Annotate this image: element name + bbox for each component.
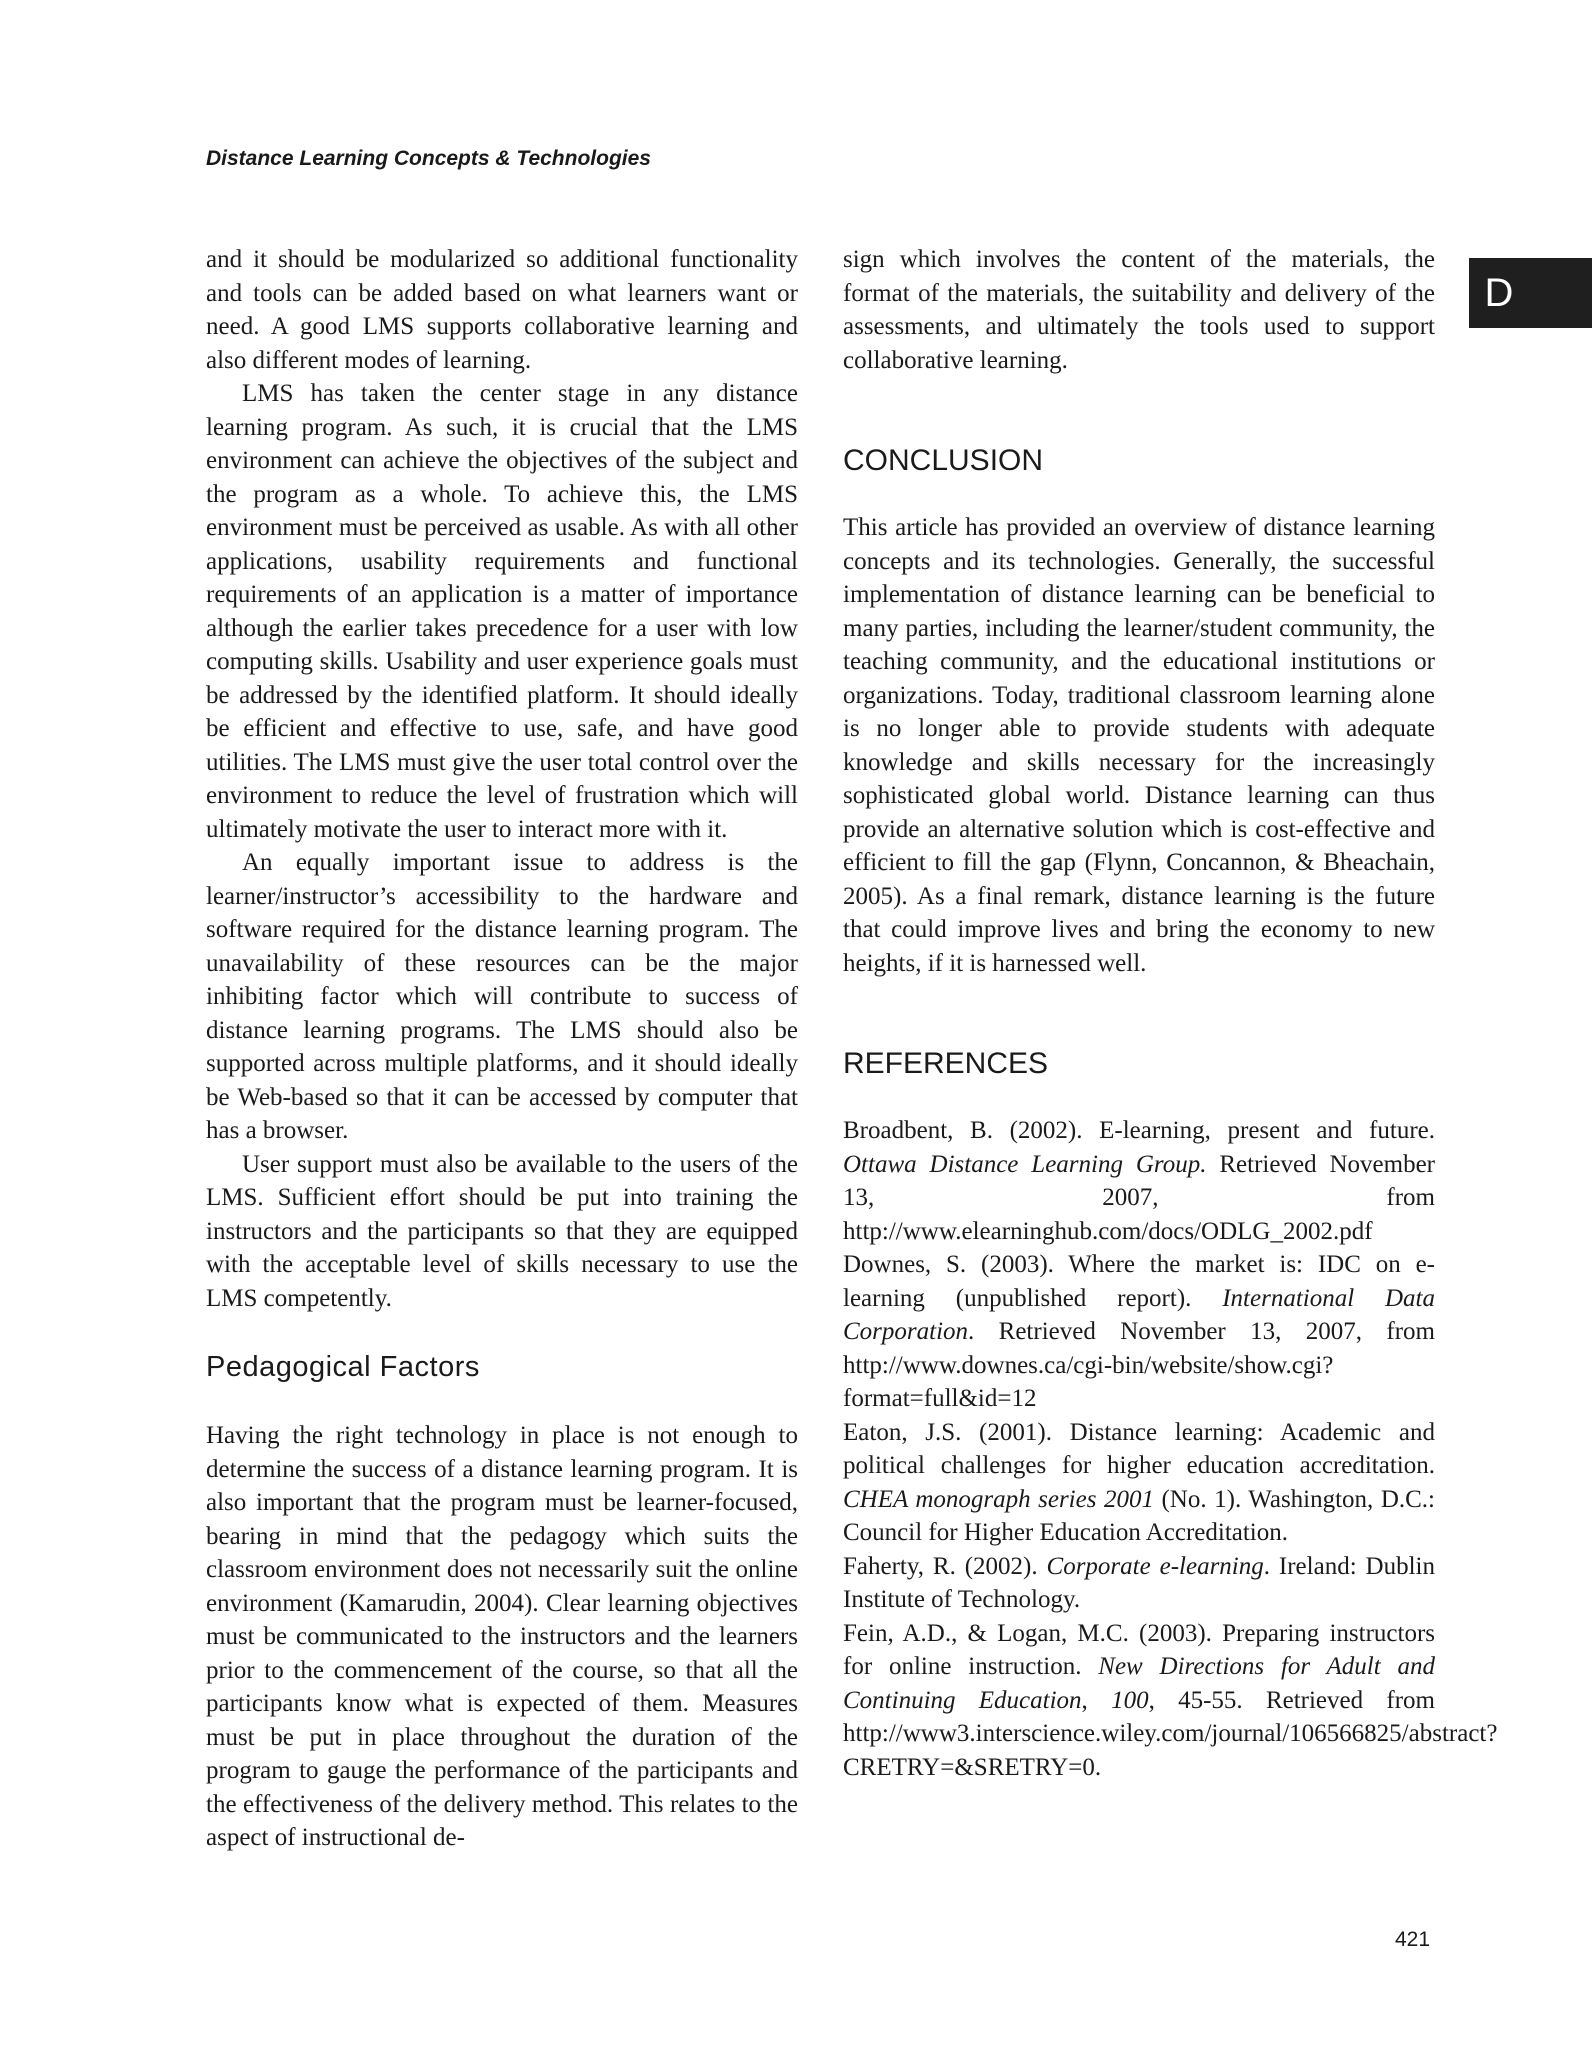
thumb-tab-letter: D <box>1484 271 1514 315</box>
conclusion-paragraph: This article has provided an overview of distance learning concepts and its technologies. Generally, the successful implementation of distance learning can be beneficial to many parties, including the learner/student community, the teaching community, and the educational institutions or organizations. Today, traditional classroom learning alone is no longer able to provide students with adequate knowledge and skills necessary for the increasingly sophisticated global world. Distance learning can thus provide an alternative solution which is cost-effective and efficient to fill the gap (Flynn, Concannon, & Bheachain, 2005). As a final remark, distance learning is the future that could improve lives and bring the economy to new heights, if it is harnessed well. <box>843 514 1435 977</box>
reference-entry: Broadbent, B. (2002). E-learning, present and future. Ottawa Distance Learning Group. Retrieved November 13, 2007, from http://www.elearninghub.com/docs/ODLG_2002.pdf <box>843 1117 1435 1245</box>
body-paragraph: An equally important issue to address is the learner/instructor’s accessibility to the hardware and software required for the distance learning program. The unavailability of these resources can be the major inhibiting factor which will contribute to success of distance learning programs. The LMS should also be supported across multiple platforms, and it should ideally be Web-based so that it can be accessed by computer that has a browser. <box>206 849 798 1144</box>
reference-entry: Eaton, J.S. (2001). Distance learning: Academic and political challenges for higher education accreditation. CHEA monograph series 2001 (No. 1). Washington, D.C.: Council for Higher Education Accreditation. <box>843 1418 1435 1546</box>
section-heading-references: REFERENCES <box>843 1047 1049 1080</box>
reference-entry: Downes, S. (2003). Where the market is: IDC on e-learning (unpublished report). International Data Corporation. Retrieved November 13, 2007, from http://www.downes.ca/cgi-bin/website/show.cgi?format=full&id=12 <box>843 1251 1436 1412</box>
reference-list <box>843 1114 1498 1784</box>
left-column <box>206 243 798 1855</box>
body-paragraph: LMS has taken the center stage in any distance learning program. As such, it is crucial that the LMS environment can achieve the objectives of the subject and the program as a whole. To achieve this, the LMS environment must be perceived as usable. As with all other applications, usability requirements and functional requirements of an application is a matter of importance although the earlier takes precedence for a user with low computing skills. Usability and user experience goals must be addressed by the identified platform. It should ideally be efficient and effective to use, safe, and have good utilities. The LMS must give the user total control over the environment to reduce the level of frustration which will ultimately motivate the user to interact more with it. <box>206 380 798 843</box>
running-header: Distance Learning Concepts & Technologies <box>206 147 651 170</box>
page-number: 421 <box>1395 1928 1431 1951</box>
body-paragraph: and it should be modularized so additional functionality and tools can be added based on what learners want or need. A good LMS supports collaborative learning and also different modes of learning. <box>206 246 798 374</box>
section-thumb-tab <box>1469 258 1592 328</box>
reference-entry: Faherty, R. (2002). Corporate e-learning. Ireland: Dublin Institute of Technology. <box>843 1552 1435 1613</box>
subsection-heading-pedagogical-factors: Pedagogical Factors <box>206 1351 480 1383</box>
body-paragraph: User support must also be available to the users of the LMS. Sufficient effort should be put into training the instructors and the participants so that they are equipped with the acceptable level of skills necessary to use the LMS competently. <box>206 1150 798 1312</box>
right-column <box>843 243 1498 1784</box>
body-paragraph: Having the right technology in place is not enough to determine the success of a distance learning program. It is also important that the program must be learner-focused, bearing in mind that the pedagogy which suits the classroom environment does not necessarily suit the online environment (Kamarudin, 2004). Clear learning objectives must be communicated to the instructors and the learners prior to the commencement of the course, so that all the participants know what is expected of them. Measures must be put in place throughout the duration of the program to gauge the performance of the participants and the effectiveness of the delivery method. This relates to the aspect of instructional de- <box>206 1422 798 1851</box>
reference-entry: Fein, A.D., & Logan, M.C. (2003). Preparing instructors for online instruction. New Directions for Adult and Continuing Education, 100, 45-55. Retrieved from http://www3.interscience.wiley.com/journal/106566825/abstract?CRETRY=&SRETRY=0. <box>843 1619 1498 1781</box>
section-heading-conclusion: CONCLUSION <box>843 444 1044 477</box>
body-paragraph: sign which involves the content of the materials, the format of the materials, the suitability and delivery of the assessments, and ultimately the tools used to support collaborative learning. <box>843 246 1435 374</box>
